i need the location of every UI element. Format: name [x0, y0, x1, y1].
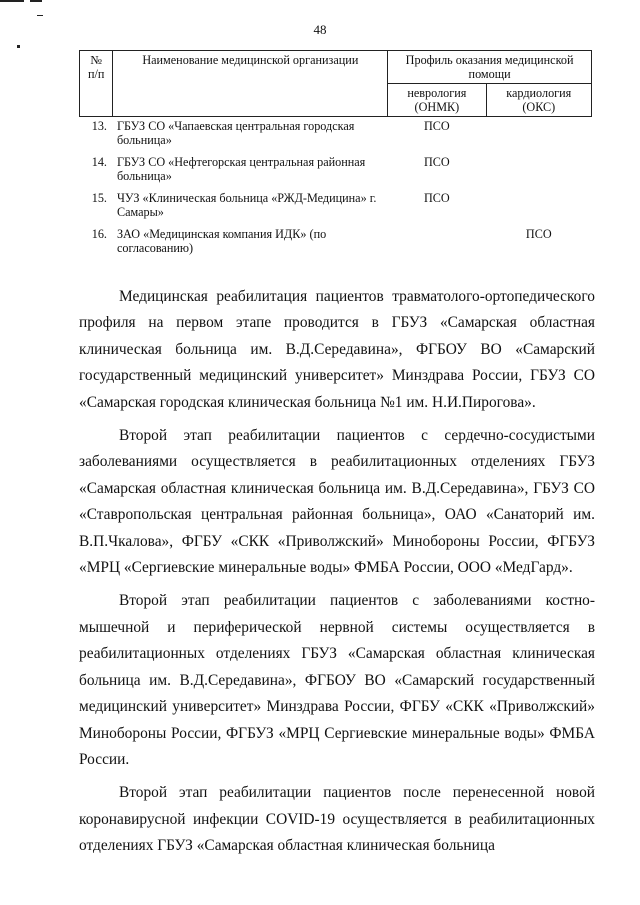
neurology-value: [388, 225, 486, 261]
row-number: 14.: [91, 155, 107, 169]
paragraph-covid-rehabilitation: Второй этап реабилитации пациентов после перенесенной новой коронавирусной инфекции COVID-19 осуществляется в реабилитационных отделениях ГБУЗ «Самарская областная клиническая больница: [79, 784, 595, 855]
row-number: 13.: [91, 119, 107, 133]
table-row: [80, 225, 592, 261]
organization-name: ЧУЗ «Клиническая больница «РЖД-Медицина» г. Самары»: [116, 191, 377, 219]
header-cardiology: кардиология (ОКС): [486, 84, 591, 117]
neurology-value: ПСО: [424, 119, 450, 133]
organization-name: ГБУЗ СО «Чапаевская центральная городская больница»: [116, 119, 355, 147]
row-number: 16.: [91, 227, 107, 241]
paragraph-musculoskeletal-rehabilitation: Второй этап реабилитации пациентов с заболеваниями костно-мышечной и периферической нервной системы осуществляется в реабилитационных отделениях ГБУЗ «Самарская областная клиническая больница им. В.Д.Середавина», ФГБОУ ВО «Самарский государственный медицинский университет» Минздрава России, ФГБУ «СКК «Приволжский» Минобороны России, ФГБУЗ «МРЦ Сергиевские минеральные воды» ФМБА России.: [79, 592, 595, 768]
paragraph-trauma-rehabilitation: Медицинская реабилитация пациентов травматолого-ортопедического профиля на первом этапе проводится в ГБУЗ «Самарская областная клиническая больница им. В.Д.Середавина», ФГБОУ ВО «Самарский государственный медицинский университет» Минздрава России, ГБУЗ СО «Самарская городская клиническая больница №1 им. Н.И.Пирогова».: [79, 288, 595, 411]
header-number: № п/п: [80, 51, 113, 117]
cardiology-value: [486, 153, 591, 189]
page-number: 48: [313, 22, 327, 37]
organization-name: ЗАО «Медицинская компания ИДК» (по согласованию): [116, 227, 327, 255]
cardiology-value: [486, 117, 591, 154]
header-neurology: неврология (ОНМК): [388, 84, 486, 117]
scan-artifact: [0, 0, 24, 2]
row-number: 15.: [91, 191, 107, 205]
cardiology-value: ПСО: [525, 227, 552, 241]
organization-name: ГБУЗ СО «Нефтегорская центральная районная больница»: [116, 155, 366, 183]
header-care-profile: Профиль оказания медицинской помощи: [388, 51, 592, 84]
scan-artifact: [17, 45, 20, 48]
header-organization-name: Наименование медицинской организации: [113, 51, 388, 117]
neurology-value: ПСО: [424, 155, 450, 169]
table-row: [80, 153, 592, 189]
paragraph-cardio-rehabilitation: Второй этап реабилитации пациентов с сердечно-сосудистыми заболеваниями осуществляется в реабилитационных отделениях ГБУЗ «Самарская областная клиническая больница им. В.Д.Середавина», ГБУЗ СО «Ставропольская центральная районная больница», ОАО «Санаторий им. В.П.Чкалова», ФГБУ «СКК «Приволжский» Минобороны России, ФГБУЗ «МРЦ «Сергиевские минеральные воды» ФМБА России, ООО «МедГард».: [79, 427, 595, 577]
medical-organizations-table: [79, 50, 592, 261]
scan-artifact: [37, 15, 43, 16]
body-text: [79, 284, 595, 867]
scan-artifact: [30, 0, 42, 2]
table-row: [80, 189, 592, 225]
neurology-value: ПСО: [424, 191, 450, 205]
table-row: [80, 117, 592, 154]
cardiology-value: [486, 189, 591, 225]
